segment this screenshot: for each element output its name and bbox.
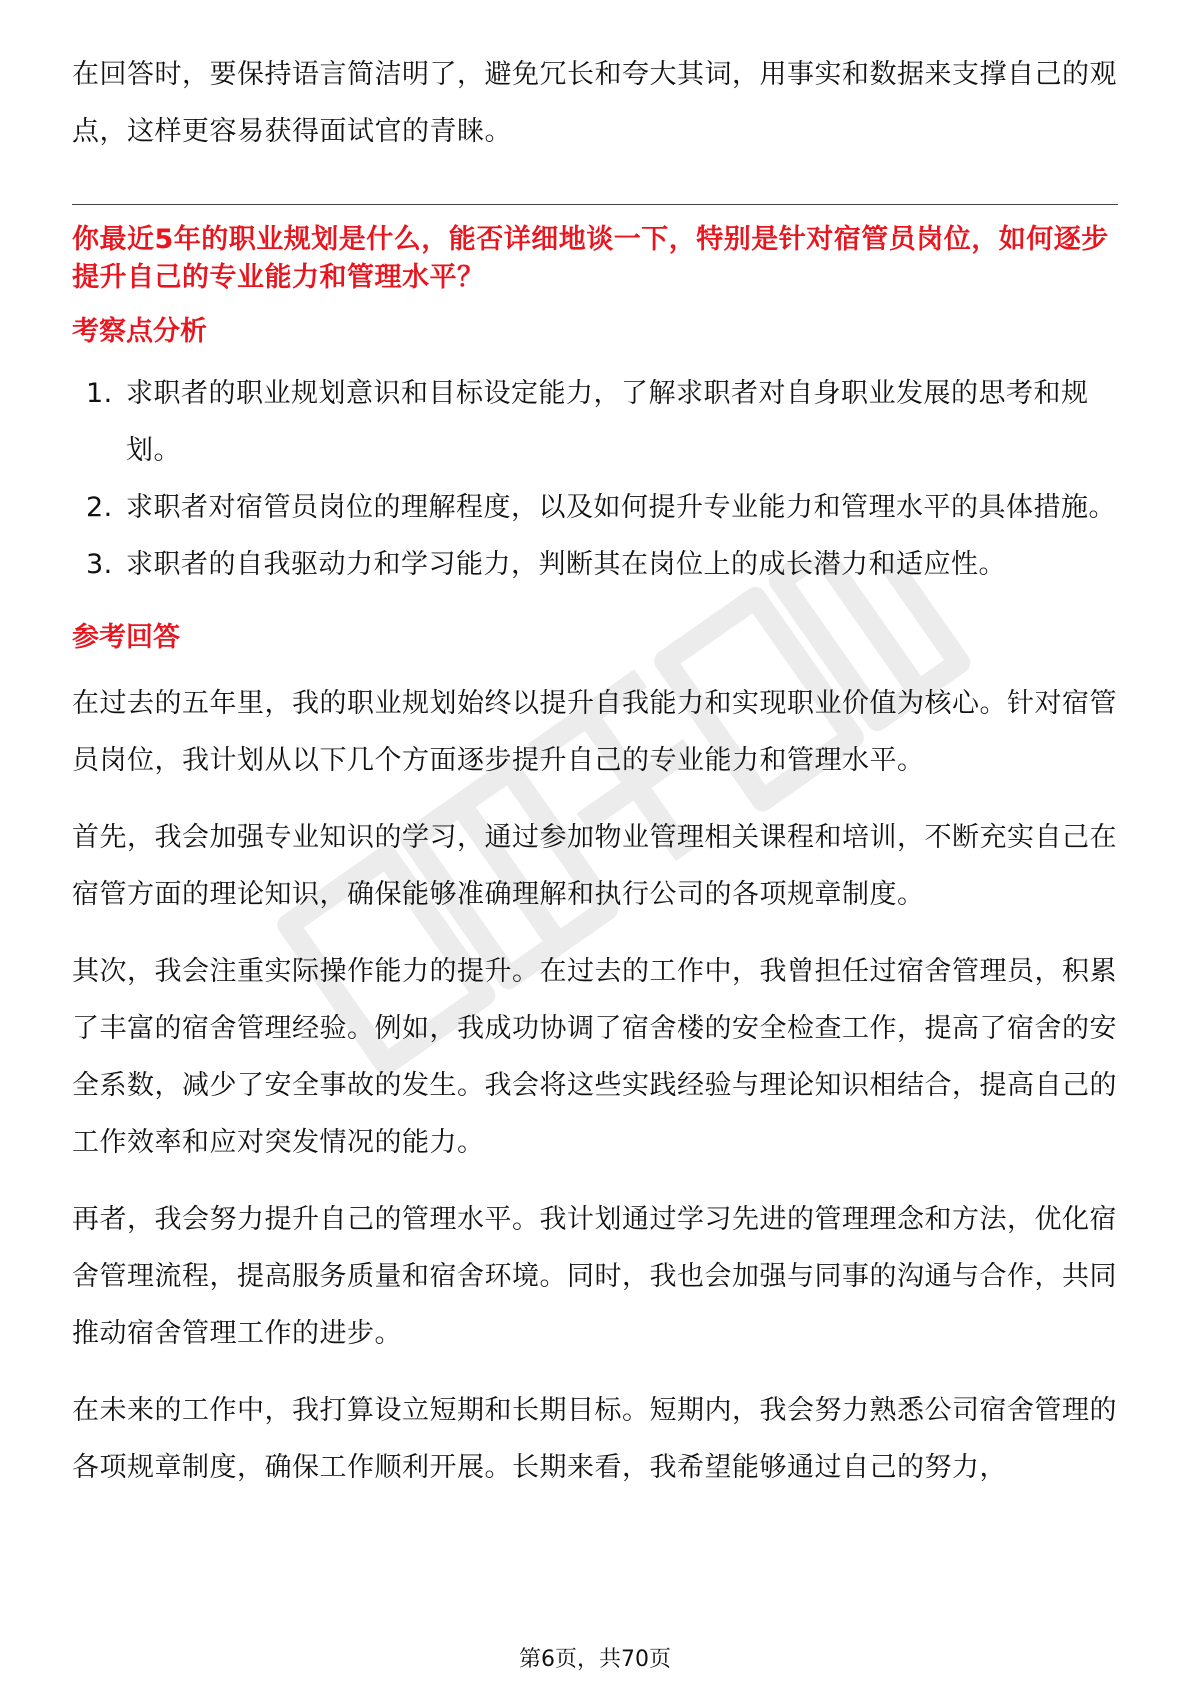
answer-paragraph: 在过去的五年里，我的职业规划始终以提升自我能力和实现职业价值为核心。针对宿管员岗位，我计划从以下几个方面逐步提升自己的专业能力和管理水平。 [72, 688, 1117, 776]
intro-paragraph: 在回答时，要保持语言简洁明了，避免冗长和夸大其词，用事实和数据来支撑自己的观点，这样更容易获得面试官的青睐。 [72, 59, 1117, 147]
answer-paragraph: 首先，我会加强专业知识的学习，通过参加物业管理相关课程和培训，不断充实自己在宿管方面的理论知识，确保能够准确理解和执行公司的各项规章制度。 [72, 822, 1117, 910]
section-divider [72, 204, 1118, 205]
list-item [72, 365, 1118, 479]
list-item-text: 求职者的自我驱动力和学习能力，判断其在岗位上的成长潜力和适应性。 [126, 549, 1006, 580]
list-item [72, 479, 1118, 536]
list-item-number: 2. [86, 492, 113, 523]
list-item-number: 3. [86, 549, 113, 580]
page-content [72, 46, 1118, 1516]
list-item [72, 536, 1118, 593]
page-number-footer: 第6页，共70页 [519, 1647, 671, 1672]
list-item-number: 1. [86, 378, 113, 409]
analysis-heading: 考察点分析 [72, 316, 207, 347]
answer-paragraph: 再者，我会努力提升自己的管理水平。我计划通过学习先进的管理理念和方法，优化宿舍管理流程，提高服务质量和宿舍环境。同时，我也会加强与同事的沟通与合作，共同推动宿舍管理工作的进步。 [72, 1204, 1117, 1349]
answer-heading: 参考回答 [72, 622, 180, 653]
list-item-text: 求职者对宿管员岗位的理解程度，以及如何提升专业能力和管理水平的具体措施。 [126, 492, 1116, 523]
answer-paragraph: 在未来的工作中，我打算设立短期和长期目标。短期内，我会努力熟悉公司宿舍管理的各项规章制度，确保工作顺利开展。长期来看，我希望能够通过自己的努力， [72, 1395, 1117, 1483]
list-item-text: 求职者的职业规划意识和目标设定能力，了解求职者对自身职业发展的思考和规划。 [126, 378, 1089, 466]
analysis-list [72, 365, 1118, 593]
interview-question: 你最近5年的职业规划是什么，能否详细地谈一下，特别是针对宿管员岗位，如何逐步提升自己的专业能力和管理水平？ [72, 224, 1109, 293]
answer-paragraph: 其次，我会注重实际操作能力的提升。在过去的工作中，我曾担任过宿舍管理员，积累了丰富的宿舍管理经验。例如，我成功协调了宿舍楼的安全检查工作，提高了宿舍的安全系数，减少了安全事故的发生。我会将这些实践经验与理论知识相结合，提高自己的工作效率和应对突发情况的能力。 [72, 956, 1117, 1158]
